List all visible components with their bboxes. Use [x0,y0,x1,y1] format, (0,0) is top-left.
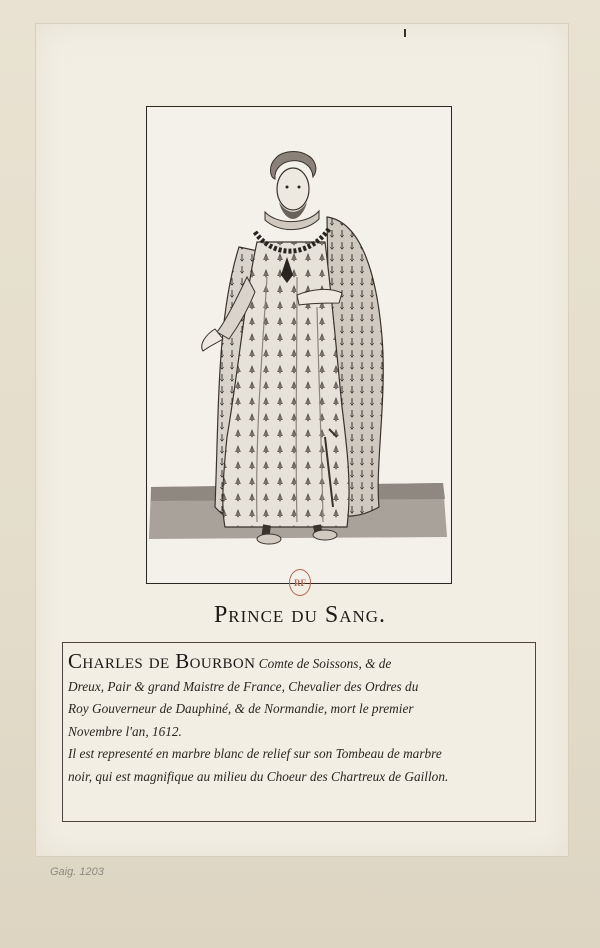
caption-text [68,650,544,789]
caption-line-5: Il est representé en marbre blanc de relief sur son Tombeau de marbre [68,746,442,762]
library-stamp: RF [289,569,311,596]
caption-title-text: Comte de Soissons, & de [258,656,392,671]
caption-line-2: Dreux, Pair & grand Maistre de France, Chevalier des Ordres du [68,678,419,694]
caption-line-6: noir, qui est magnifique au milieu du Choeur des Chartreux de Gaillon. [68,768,449,784]
shelfmark: Gaig. 1203 [50,866,104,878]
ink-mark [404,29,406,37]
page-title: Prince du Sang. [213,602,387,628]
portrait-illustration [147,107,450,582]
caption-line-3: Roy Gouverneur de Dauphiné, & de Normandie, mort le premier [68,701,414,717]
caption-name: Charles de Bourbon [68,649,256,673]
caption-line-1 [68,650,544,676]
caption-line-4: Novembre l'an, 1612. [68,723,182,739]
portrait-frame [146,106,452,584]
